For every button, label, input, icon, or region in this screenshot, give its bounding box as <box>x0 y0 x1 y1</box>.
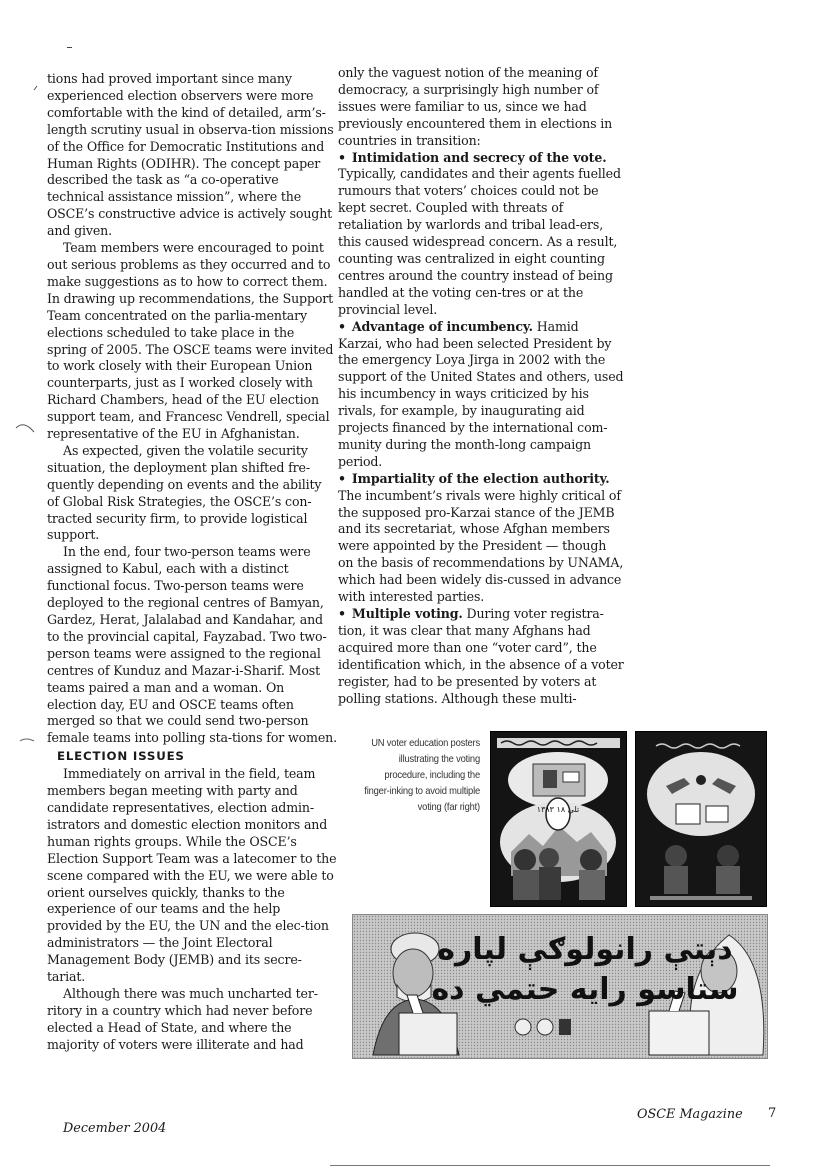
article-right-column <box>338 65 624 707</box>
bullet-text: During voter registra-tion, it was clear that many Afghans had acquired more than one “voter card”, the identification which, in the absence of a voter register, had to be presented by voters at polling stations. Although these multi- <box>338 606 624 706</box>
paragraph: Immediately on arrival in the field, team members began meeting with party and candidate representatives, election admin-istrators and domestic election monitors and human rights groups. While the OSCE’s Election Support Team was a latecomer to the scene compared with the EU, we were able to orient ourselves quickly, thanks to the experience of our teams and the help provided by the EU, the UN and the elec-tion administrators — the Joint Electoral Management Body (JEMB) and its secre-tariat. <box>47 766 337 985</box>
paragraph: tions had proved important since many experienced election observers were more comfortable with the kind of detailed, arm’s-length scrutiny usual in observa-tion missions of the Office for Democratic Institutions and Human Rights (ODIHR). The concept paper described the task as “a co-operative technical assistance mission”, where the OSCE’s constructive advice is actively sought and given. <box>47 71 334 239</box>
article-left-column <box>47 71 337 1054</box>
banner-line-2: ستاسو رایه حتمي ده <box>431 972 739 1007</box>
voter-education-poster-2 <box>635 731 767 907</box>
figure-caption: UN voter education posters illustrating the voting procedure, including the finger-inking to avoid multiple voting (far right) <box>364 738 480 813</box>
poster-illustration-icon <box>636 732 766 906</box>
bullet-dot-icon: • <box>338 606 346 621</box>
bullet-text: Typically, candidates and their agents fuelled rumours that voters’ choices could not be kept secret. Coupled with threats of retaliation by warlords and tribal lead-ers, this caused widespread concern. As a result, counting was centralized in eight counting centres around the country instead of being handled at the voting cen-tres or at the provincial level. <box>338 166 621 317</box>
bullet-title: Intimidation and secrecy of the vote. <box>351 149 607 165</box>
voter-banner-poster <box>352 914 768 1059</box>
bullet-item <box>338 606 624 707</box>
banner-line-1: دېتې رانولوګې لپاره <box>437 932 733 967</box>
bullet-title: Impartiality of the election authority. <box>351 470 610 486</box>
margin-curve-mark <box>18 735 36 745</box>
paragraph: As expected, given the volatile security situation, the deployment plan shifted fre-quently depending on events and the ability of Global Risk Strategies, the OSCE’s con-tracted security firm, to provide logistical support. <box>47 442 322 543</box>
bullet-title: Advantage of incumbency. <box>351 318 533 334</box>
bullet-item <box>338 471 624 606</box>
paragraph: Although there was much uncharted ter-ritory in a country which had never before elected a Head of State, and where the majority of voters were illiterate and had <box>47 985 318 1052</box>
paragraph: In the end, four two-person teams were assigned to Kabul, each with a distinct functional focus. Two-person teams were deployed to the regional centres of Bamyan, Gardez, Herat, Jalalabad and Kandahar, and to the provincial capital, Fayzabad. Two two-person teams were assigned to the regional centres of Kunduz and Mazar-i-Sharif. Most teams paired a man and a woman. On election day, EU and OSCE teams often merged so that we could send two-person female teams into polling sta-tions for women. <box>47 544 337 746</box>
bullet-dot-icon: • <box>338 318 346 334</box>
poster-illustration-icon <box>491 732 626 906</box>
bottom-rule <box>330 1165 770 1166</box>
poster-date-text: ۱۳۸۳ تلې ۱۸ <box>536 805 580 814</box>
bullet-dot-icon: • <box>338 470 346 486</box>
page-number: 7 <box>768 1106 777 1121</box>
voter-education-poster-1 <box>490 731 627 907</box>
bullet-title: Multiple voting. <box>351 606 463 621</box>
banner-illustration-icon <box>353 915 767 1058</box>
magazine-name: OSCE Magazine <box>637 1107 743 1122</box>
bullet-text: The incumbent’s rivals were highly critical of the supposed pro-Karzai stance of the JEMB and its secretariat, whose Afghan members were appointed by the President — though on the basis of recommendations by UNAMA, which had been widely dis-cussed in advance with interested parties. <box>338 487 624 605</box>
paragraph: only the vaguest notion of the meaning of democracy, a surprisingly high number of issues were familiar to us, since we had previously encountered them in elections in countries in transition: <box>338 65 613 148</box>
bullet-item <box>338 319 624 471</box>
page-mark <box>67 47 72 48</box>
bullet-item <box>338 150 624 319</box>
paragraph: Team members were encouraged to point out serious problems as they occurred and to make suggestions as to how to correct them. In drawing up recommendations, the Support Team concentrated on the parlia-mentary elections scheduled to take place in the spring of 2005. The OSCE teams were invited to work closely with their European Union counterparts, just as I worked closely with Richard Chambers, head of the EU election support team, and Francesc Vendrell, special representative of the EU in Afghanistan. <box>47 240 334 442</box>
section-heading: ELECTION ISSUES <box>57 749 185 764</box>
margin-tick-mark <box>32 84 40 92</box>
bullet-dot-icon: • <box>338 149 346 165</box>
bullet-text: Hamid Karzai, who had been selected President by the emergency Loya Jirga in 2002 with the support of the United States and others, used his incumbency in ways criticized by his rivals, for example, by inaugurating aid projects financed by the international com-munity during the month-long campaign period. <box>338 318 624 469</box>
issue-date: December 2004 <box>63 1121 167 1136</box>
margin-curve-mark <box>14 420 36 434</box>
